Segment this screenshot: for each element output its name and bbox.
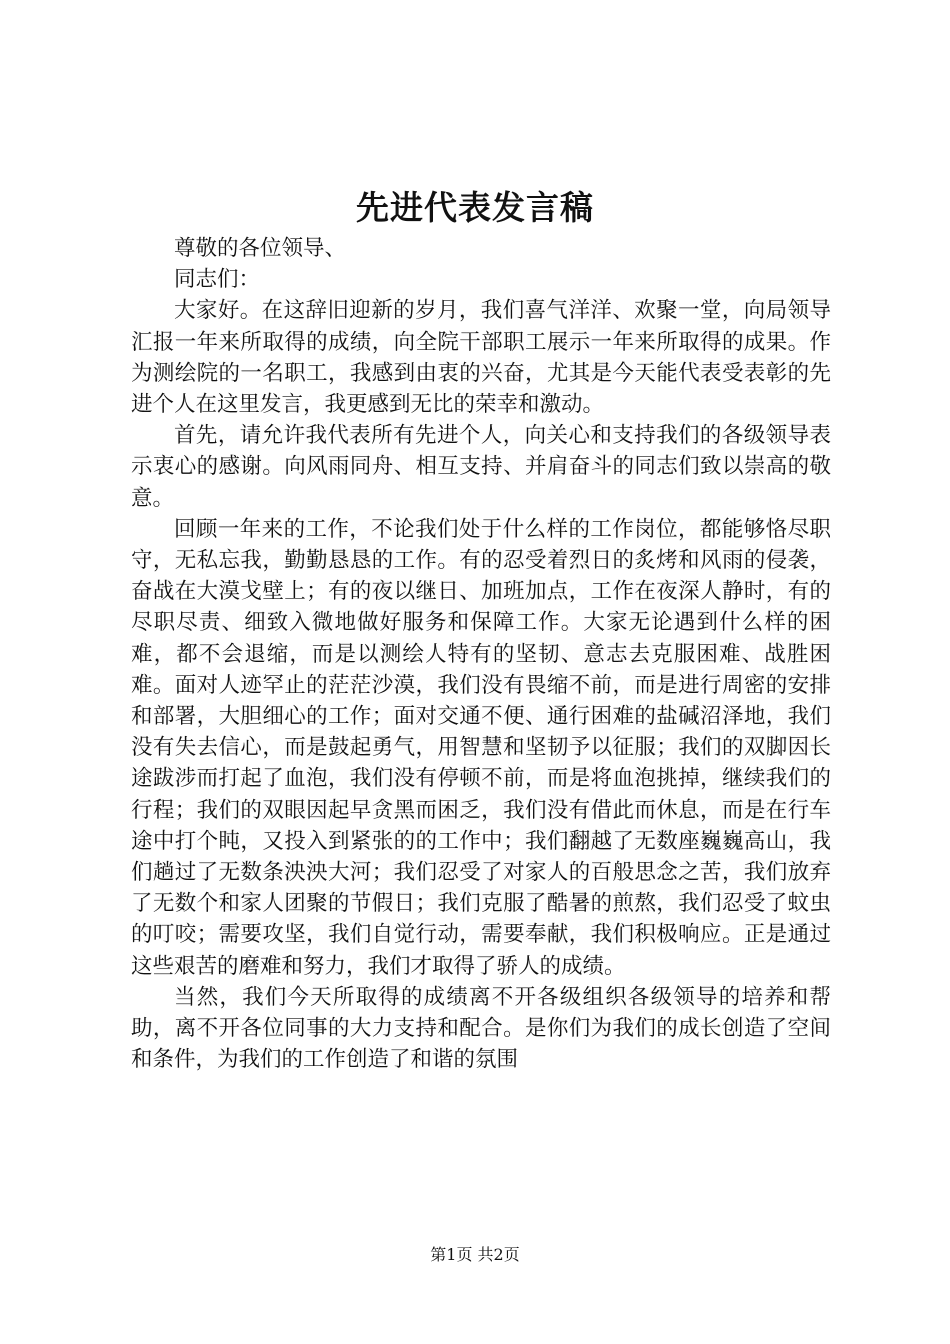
paragraph-greeting: 大家好。在这辞旧迎新的岁月，我们喜气洋洋、欢聚一堂，向局领导汇报一年来所取得的成绩，向全院干部职工展示一年来所取得的成果。作为测绘院的一名职工，我感到由衷的兴奋，尤其是今天能代表受表彰的先进个人在这里发言，我更感到无比的荣幸和激动。 bbox=[131, 298, 831, 418]
document-body bbox=[131, 233, 831, 1075]
paragraph-thanks: 首先，请允许我代表所有先进个人，向关心和支持我们的各级领导表示衷心的感谢。向风雨同舟、相互支持、并肩奋斗的同志们致以崇高的敬意。 bbox=[131, 423, 831, 511]
salutation-line-2: 同志们： bbox=[174, 267, 261, 293]
salutation-line-1: 尊敬的各位领导、 bbox=[174, 236, 347, 261]
paragraph-review: 回顾一年来的工作，不论我们处于什么样的工作岗位，都能够恪尽职守，无私忘我，勤勤恳恳的工作。有的忍受着烈日的炙烤和风雨的侵袭，奋战在大漠戈壁上；有的夜以继日、加班加点，工作在夜深人静时，有的尽职尽责、细致入微地做好服务和保障工作。大家无论遇到什么样的困难，都不会退缩，而是以测绘人特有的坚韧、意志去克服困难、战胜困难。面对人迹罕止的茫茫沙漠，我们没有畏缩不前，而是进行周密的安排和部署，大胆细心的工作；面对交通不便、通行困难的盐碱沼泽地，我们没有失去信心，而是鼓起勇气，用智慧和坚韧予以征服；我们的双脚因长途跋涉而打起了血泡，我们没有停顿不前，而是将血泡挑掉，继续我们的行程；我们的双眼因起早贪黑而困乏，我们没有借此而休息，而是在行车途中打个盹，又投入到紧张的的工作中；我们翻越了无数座巍巍高山，我们趟过了无数条泱泱大河；我们忍受了对家人的百般思念之苦，我们放弃了无数个和家人团聚的节假日；我们克服了酷暑的煎熬，我们忍受了蚊虫的叮咬；需要攻坚，我们自觉行动，需要奉献，我们积极响应。正是通过这些艰苦的磨难和努力，我们才取得了骄人的成绩。 bbox=[131, 516, 831, 979]
page-number-footer: 第1页 共2页 bbox=[430, 1245, 520, 1264]
paragraph-acknowledgement: 当然，我们今天所取得的成绩离不开各级组织各级领导的培养和帮助，离不开各位同事的大力支持和配合。是你们为我们的成长创造了空间和条件，为我们的工作创造了和谐的氛围 bbox=[131, 984, 831, 1073]
document-title: 先进代表发言稿 bbox=[356, 188, 594, 227]
